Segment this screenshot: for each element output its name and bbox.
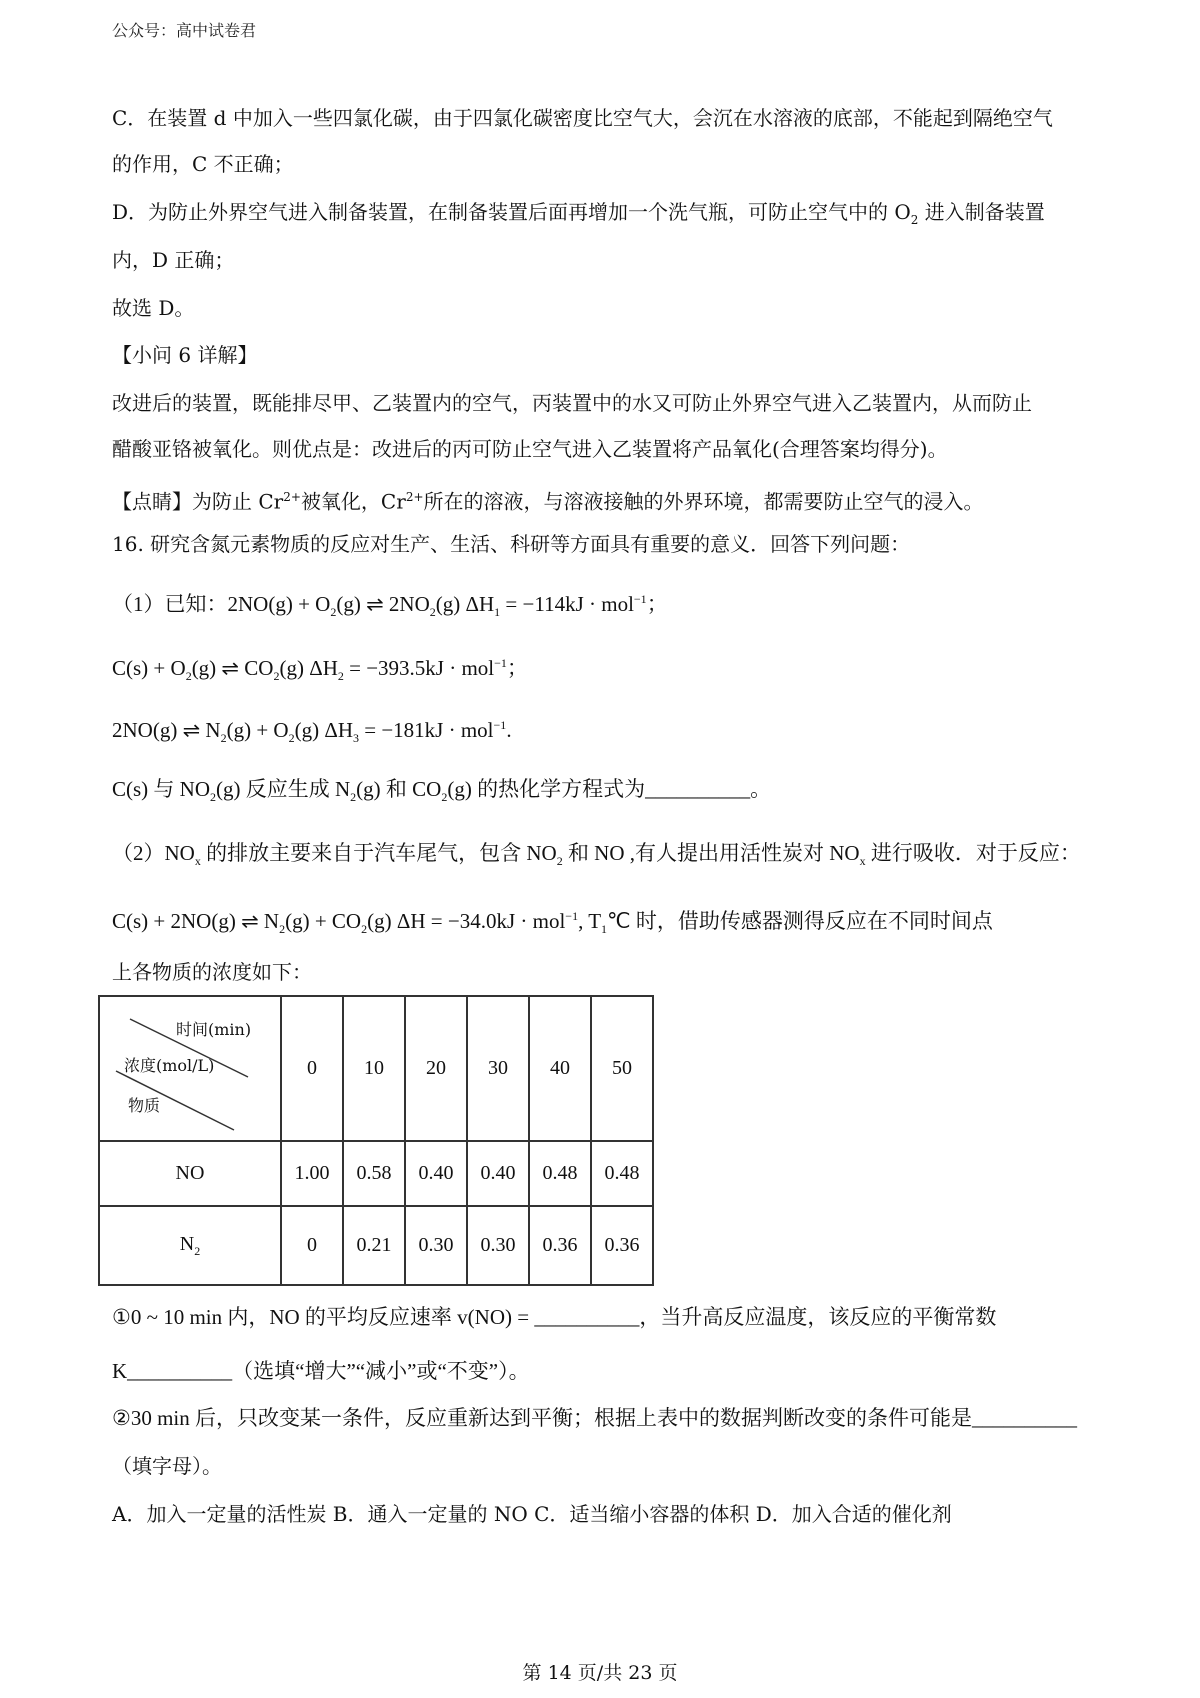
row-label-text: NO — [175, 1162, 205, 1184]
row-label — [99, 1141, 281, 1206]
text-run: , T — [578, 909, 602, 933]
superscript: −1 — [633, 592, 647, 606]
text-run: = −114kJ · mol — [500, 592, 634, 616]
corner-time-label: 时间(min) — [176, 1020, 252, 1039]
text-run: ； — [646, 592, 668, 616]
text-run: (g) + CO — [285, 909, 362, 933]
text-line — [112, 1454, 222, 1478]
table-row — [99, 1141, 653, 1206]
text-line — [112, 587, 668, 624]
text-run: 和 NO ,有人提出用活性炭对 NO — [562, 841, 860, 865]
text-run: = −181kJ · mol — [359, 718, 494, 742]
table-cell: 0.36 — [591, 1206, 653, 1285]
text-run: D．为防止外界空气进入制备装置，在制备装置后面再增加一个洗气瓶，可防止空气中的 O — [112, 200, 911, 224]
subscript: 1 — [494, 605, 501, 620]
text-line — [112, 960, 312, 984]
table-cell: 0.48 — [529, 1141, 591, 1206]
table-cell: 0.58 — [343, 1141, 405, 1206]
text-line — [112, 777, 771, 809]
page-header: 公众号：高中试卷君 — [112, 21, 257, 40]
subscript: 2 — [210, 790, 216, 805]
text-run: 所在的溶液，与溶液接触的外界环境，都需要防止空气的浸入。 — [423, 489, 984, 514]
text-run: (g) 和 CO — [356, 777, 442, 801]
subscript: 2 — [910, 213, 919, 227]
table-cell: 0.40 — [405, 1141, 467, 1206]
text-run: 16. 研究含氮元素物质的反应对生产、生活、科研等方面具有重要的意义．回答下列问题： — [112, 532, 911, 556]
table-cell: 0.48 — [591, 1141, 653, 1206]
text-run: (g) ⇌ 2NO — [336, 592, 430, 616]
text-line — [112, 391, 1032, 415]
subscript: 2 — [185, 669, 192, 684]
subscript: 2 — [350, 790, 357, 805]
text-run: (g) + O — [226, 718, 289, 742]
superscript: −1 — [493, 718, 507, 732]
text-run: 进入制备装置 — [918, 200, 1045, 224]
text-line — [112, 532, 910, 556]
table-cell: 0.36 — [529, 1206, 591, 1285]
text-run: = −393.5kJ · mol — [343, 656, 495, 680]
subscript: 2 — [220, 731, 227, 746]
superscript: 2+ — [405, 490, 424, 504]
text-run: C(s) + 2NO(g) ⇌ N — [112, 909, 280, 933]
text-line — [112, 841, 1081, 873]
text-line — [112, 296, 194, 320]
text-line — [112, 200, 1045, 232]
text-run: K__________（选填“增大”“减小”或“不变”）。 — [112, 1359, 530, 1383]
subscript: 1 — [601, 922, 608, 937]
subscript: 2 — [441, 790, 448, 805]
table-cell: 0.40 — [467, 1141, 529, 1206]
subscript: 2 — [429, 605, 436, 620]
text-run: C(s) 与 NO — [112, 777, 210, 801]
subscript: x — [194, 854, 201, 869]
text-line — [112, 248, 234, 272]
table-cell: 1.00 — [281, 1141, 343, 1206]
text-line — [112, 437, 948, 461]
subscript: 2 — [361, 922, 368, 937]
text-line — [112, 343, 257, 367]
text-run: 上各物质的浓度如下： — [112, 960, 312, 984]
time-header: 10 — [343, 996, 405, 1141]
time-header: 50 — [591, 996, 653, 1141]
superscript: 2+ — [283, 490, 301, 504]
concentration-table — [98, 995, 654, 1286]
text-run: 被氧化，Cr — [300, 489, 406, 514]
text-run: C(s) + O — [112, 656, 186, 680]
table-row — [99, 1206, 653, 1285]
text-run: (g) ΔH = −34.0kJ · mol — [367, 909, 566, 933]
time-header: 0 — [281, 996, 343, 1141]
time-header: 40 — [529, 996, 591, 1141]
subscript: 2 — [556, 854, 563, 869]
text-run: (g) ΔH — [435, 592, 495, 616]
table-corner-header — [99, 996, 281, 1141]
row-label-text: N — [179, 1232, 195, 1255]
text-run: ①0 ~ 10 min 内，NO 的平均反应速率 v(NO) = __________，当升高反应温度，该反应的平衡常数 — [112, 1305, 997, 1329]
text-run: 【小问 6 详解】 — [112, 343, 258, 367]
superscript: −1 — [565, 909, 579, 923]
text-line — [112, 485, 984, 514]
subscript: 3 — [353, 731, 359, 746]
text-run: . — [506, 718, 512, 742]
text-line — [112, 651, 528, 688]
page-footer: 第 14 页/共 23 页 — [522, 1662, 678, 1684]
text-run: 【点睛】为防止 Cr — [112, 489, 284, 514]
text-run: ②30 min 后，只改变某一条件，反应重新达到平衡；根据上表中的数据判断改变的条件可能是__________ — [112, 1406, 1077, 1430]
text-line — [112, 1305, 996, 1329]
text-line — [112, 1359, 530, 1383]
text-run: (g) ΔH — [294, 718, 353, 742]
text-line — [112, 106, 1053, 130]
text-run: 内，D 正确； — [112, 248, 235, 272]
time-header: 30 — [467, 996, 529, 1141]
subscript: 2 — [330, 605, 337, 620]
text-run: （填字母）。 — [112, 1454, 222, 1478]
corner-concentration-label: 浓度(mol/L) — [124, 1056, 215, 1075]
text-line — [112, 713, 512, 750]
table-cell: 0 — [281, 1206, 343, 1285]
text-run: (g) 反应生成 N — [216, 777, 351, 801]
text-run: 的排放主要来自于汽车尾气，包含 NO — [200, 841, 557, 865]
subscript: x — [859, 854, 866, 869]
text-run: (g) 的热化学方程式为__________。 — [447, 777, 772, 801]
text-run: 醋酸亚铬被氧化。则优点是：改进后的丙可防止空气进入乙装置将产品氧化(合理答案均得分)。 — [112, 437, 948, 461]
table-cell: 0.30 — [467, 1206, 529, 1285]
text-line — [112, 904, 993, 941]
text-run: （2）NO — [112, 841, 195, 865]
text-run: C．在装置 d 中加入一些四氯化碳，由于四氯化碳密度比空气大，会沉在水溶液的底部，不能起到隔绝空气 — [112, 106, 1053, 130]
text-run: 改进后的装置，既能排尽甲、乙装置内的空气，丙装置中的水又可防止外界空气进入乙装置内，从而防止 — [112, 391, 1032, 415]
text-line — [112, 152, 294, 176]
text-line — [112, 1406, 1077, 1430]
superscript: −1 — [494, 656, 507, 670]
subscript: 2 — [337, 669, 344, 684]
text-line — [112, 1502, 952, 1526]
time-header: 20 — [405, 996, 467, 1141]
text-run: ； — [506, 656, 528, 680]
subscript: 2 — [273, 669, 280, 684]
text-run: 的作用，C 不正确； — [112, 152, 294, 176]
text-run: 进行吸收．对于反应： — [865, 841, 1081, 865]
row-label-subscript: 2 — [194, 1243, 201, 1258]
table-cell: 0.21 — [343, 1206, 405, 1285]
text-run: (g) ⇌ CO — [191, 656, 274, 680]
subscript: 2 — [288, 731, 295, 746]
row-label — [99, 1206, 281, 1285]
text-run: 2NO(g) ⇌ N — [112, 718, 221, 742]
subscript: 2 — [279, 922, 286, 937]
table-cell: 0.30 — [405, 1206, 467, 1285]
text-run: （1）已知：2NO(g) + O — [112, 592, 331, 616]
text-run: A．加入一定量的活性炭 B．通入一定量的 NO C．适当缩小容器的体积 D．加入合适的催化剂 — [112, 1502, 952, 1526]
corner-substance-label: 物质 — [128, 1096, 161, 1115]
text-run: 故选 D。 — [112, 296, 195, 320]
text-run: (g) ΔH — [279, 656, 338, 680]
text-run: ℃ 时，借助传感器测得反应在不同时间点 — [607, 909, 993, 933]
